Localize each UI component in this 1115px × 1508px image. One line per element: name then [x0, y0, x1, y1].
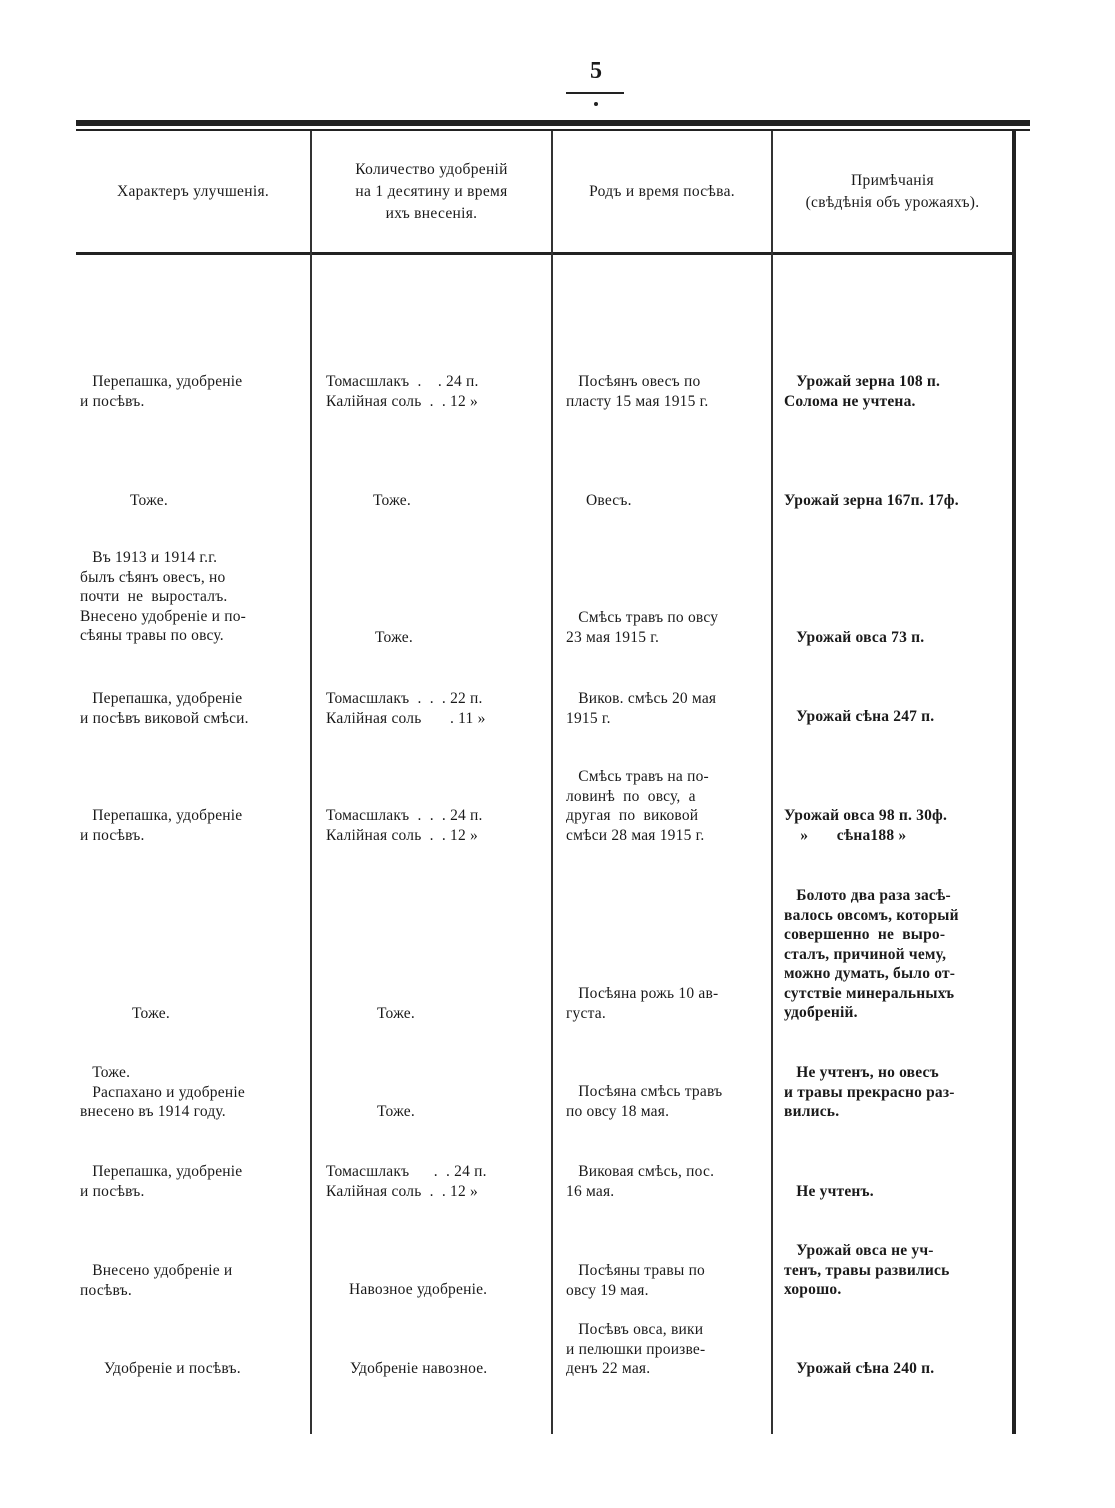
row-4-sowing: Виков. смѣсь 20 мая 1915 г. — [566, 690, 717, 727]
row-10-notes: Урожай сѣна 240 п. — [784, 1360, 935, 1377]
row-5-notes: Урожай овса 98 п. 30ф. » сѣна188 » — [784, 807, 948, 844]
row-4-notes: Урожай сѣна 247 п. — [784, 708, 935, 725]
row-8-notes: Не учтенъ. — [784, 1183, 874, 1200]
row-1-improvement: Перепашка, удобреніе и посѣвъ. — [80, 373, 243, 410]
column-divider-1 — [310, 131, 312, 1434]
row-5-sowing: Смѣсь травъ на по- ловинѣ по овсу, а другая по виковой смѣси 28 мая 1915 г. — [566, 768, 709, 844]
row-9-sowing: Посѣяны травы по овсу 19 мая. — [566, 1262, 706, 1299]
row-7-improvement: Тоже. Распахано и удобреніе внесено въ 1914 году. — [80, 1064, 245, 1120]
column-divider-2 — [551, 131, 553, 1434]
row-9-fertilizer: Навозное удобреніе. — [349, 1281, 488, 1298]
row-10-sowing: Посѣвъ овса, вики и пелюшки произве- денъ 22 мая. — [566, 1321, 706, 1377]
row-8-sowing: Виковая смѣсь, пос. 16 мая. — [566, 1163, 715, 1200]
header-improvement-type: Характеръ улучшенія. — [116, 182, 270, 200]
row-1-notes: Урожай зерна 108 п. Солома не учтена. — [784, 373, 941, 410]
row-2-improvement: Тоже. — [130, 492, 168, 509]
row-10-fertilizer: Удобреніе навозное. — [350, 1360, 488, 1377]
row-1-sowing: Посѣянъ овесъ по пласту 15 мая 1915 г. — [566, 373, 709, 410]
row-6-notes: Болото два раза засѣ- валось овсомъ, который совершенно не выро- сталъ, причиной чему, можно думать, было от- сутствіе минеральныхъ удобреній. — [784, 887, 959, 1021]
row-3-fertilizer: Тоже. — [375, 629, 413, 646]
row-2-fertilizer: Тоже. — [373, 492, 411, 509]
row-2-notes: Урожай зерна 167п. 17ф. — [784, 492, 959, 509]
page-number-rule — [566, 92, 624, 94]
header-sowing-type: Родъ и время посѣва. — [589, 182, 735, 200]
row-4-improvement: Перепашка, удобреніе и посѣвъ виковой смѣси. — [80, 690, 249, 727]
table-top-thick-rule — [76, 120, 1030, 126]
row-9-notes: Урожай овса не уч- тенъ, травы развились хорошо. — [784, 1242, 950, 1298]
table-header-bottom-rule — [76, 252, 1014, 255]
row-2-sowing: Овесъ. — [586, 492, 632, 509]
page-number-dot — [594, 102, 598, 106]
header-notes: Примѣчанія (свѣдѣнія объ урожаяхъ). — [805, 171, 980, 211]
row-3-notes: Урожай овса 73 п. — [784, 629, 925, 646]
row-8-improvement: Перепашка, удобреніе и посѣвъ. — [80, 1163, 243, 1200]
row-1-fertilizer: Томасшлакъ . . 24 п. Калійная соль . . 12 » — [326, 373, 479, 410]
row-7-sowing: Посѣяна смѣсь травъ по овсу 18 мая. — [566, 1083, 723, 1120]
row-7-notes: Не учтенъ, но овесъ и травы прекрасно раз- вились. — [784, 1064, 955, 1120]
row-10-improvement: Удобреніе и посѣвъ. — [104, 1360, 241, 1377]
row-3-sowing: Смѣсь травъ по овсу 23 мая 1915 г. — [566, 609, 719, 646]
row-6-sowing: Посѣяна рожь 10 ав- густа. — [566, 985, 719, 1022]
row-6-improvement: Тоже. — [132, 1005, 170, 1022]
page-number: 5 — [590, 58, 602, 84]
row-5-improvement: Перепашка, удобреніе и посѣвъ. — [80, 807, 243, 844]
row-8-fertilizer: Томасшлакъ . . 24 п. Калійная соль . . 12 » — [326, 1163, 487, 1200]
column-divider-3 — [771, 131, 773, 1434]
row-9-improvement: Внесено удобреніе и посѣвъ. — [80, 1262, 233, 1299]
row-3-improvement: Въ 1913 и 1914 г.г. былъ сѣянъ овесъ, но почти не выросталъ. Внесено удобреніе и по- сѣяны травы по овсу. — [80, 549, 247, 644]
row-5-fertilizer: Томасшлакъ . . . 24 п. Калійная соль . . 12 » — [326, 807, 483, 844]
header-fertilizer-amount: Количество удобреній на 1 десятину и время ихъ внесенія. — [355, 160, 508, 222]
column-divider-right-border — [1012, 131, 1016, 1434]
row-7-fertilizer: Тоже. — [377, 1103, 415, 1120]
row-6-fertilizer: Тоже. — [377, 1005, 415, 1022]
row-4-fertilizer: Томасшлакъ . . . 22 п. Калійная соль . 11 » — [326, 690, 486, 727]
